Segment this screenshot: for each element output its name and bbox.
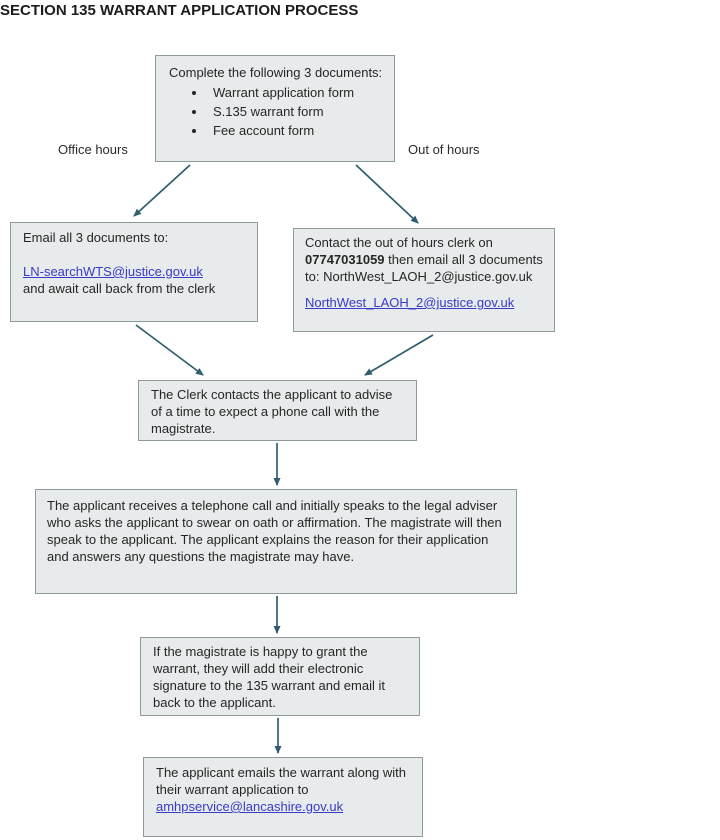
bullet-fee-account-form: • Fee account form <box>207 121 386 140</box>
office-email-instruction: Email all 3 documents to: <box>23 230 169 245</box>
telephone-call-text: The applicant receives a telephone call and initially speaks to the legal adviser who asks the applicant to swear on oath or affirmation. The magistrate will then speak to the applicant. The applicant explains the reason for their application and answers any questions the magistrate may have. <box>47 498 502 564</box>
flow-step-magistrate-grant <box>140 637 420 716</box>
flow-step-telephone-call <box>35 489 517 594</box>
ooh-text-after-phone: then email all 3 documents to: <box>305 252 543 284</box>
complete-documents-intro: Complete the following 3 documents: <box>169 65 383 80</box>
label-office-hours: Office hours <box>58 142 128 157</box>
office-await-callback-text: and await call back from the clerk <box>23 281 216 296</box>
flow-step-complete-documents <box>155 55 395 162</box>
flow-step-out-of-hours-contact <box>293 228 555 332</box>
arrow-complete-to-office-hours <box>134 165 190 216</box>
arrow-complete-to-out-of-hours <box>356 165 418 223</box>
ooh-email-plain: NorthWest_LAOH_2@justice.gov.uk <box>323 269 533 284</box>
magistrate-grant-text: If the magistrate is happy to grant the warrant, they will add their electronic signature to the 135 warrant and email it back to the applicant. <box>153 644 385 710</box>
arrow-out-of-hours-to-clerk <box>365 335 433 375</box>
label-out-of-hours: Out of hours <box>408 142 480 157</box>
ooh-phone-number: 07747031059 <box>305 252 385 267</box>
bullet-s135-warrant-form: • S.135 warrant form <box>207 102 386 121</box>
flow-step-clerk-contacts-applicant <box>138 380 417 441</box>
northwest-laoh-email-link[interactable]: NorthWest_LAOH_2@justice.gov.uk <box>305 295 515 310</box>
bullet-warrant-application-form: • Warrant application form <box>207 83 386 102</box>
amhpservice-email-link[interactable]: amhpservice@lancashire.gov.uk <box>156 799 344 814</box>
ooh-text-before-phone: Contact the out of hours clerk on <box>305 235 493 250</box>
ln-searchwts-email-link[interactable]: LN-searchWTS@justice.gov.uk <box>23 264 203 279</box>
out-of-hours-instruction <box>305 234 544 285</box>
clerk-contacts-text: The Clerk contacts the applicant to advise of a time to expect a phone call with the magistrate. <box>151 387 393 436</box>
flow-step-office-hours-email <box>10 222 258 322</box>
documents-bullet-list <box>169 83 386 140</box>
final-step-instruction: The applicant emails the warrant along with their warrant application to <box>156 765 407 797</box>
flow-step-email-warrant <box>143 757 423 837</box>
page-title: SECTION 135 WARRANT APPLICATION PROCESS <box>0 2 359 19</box>
final-step-text <box>156 764 412 815</box>
arrow-office-to-clerk <box>136 325 203 375</box>
